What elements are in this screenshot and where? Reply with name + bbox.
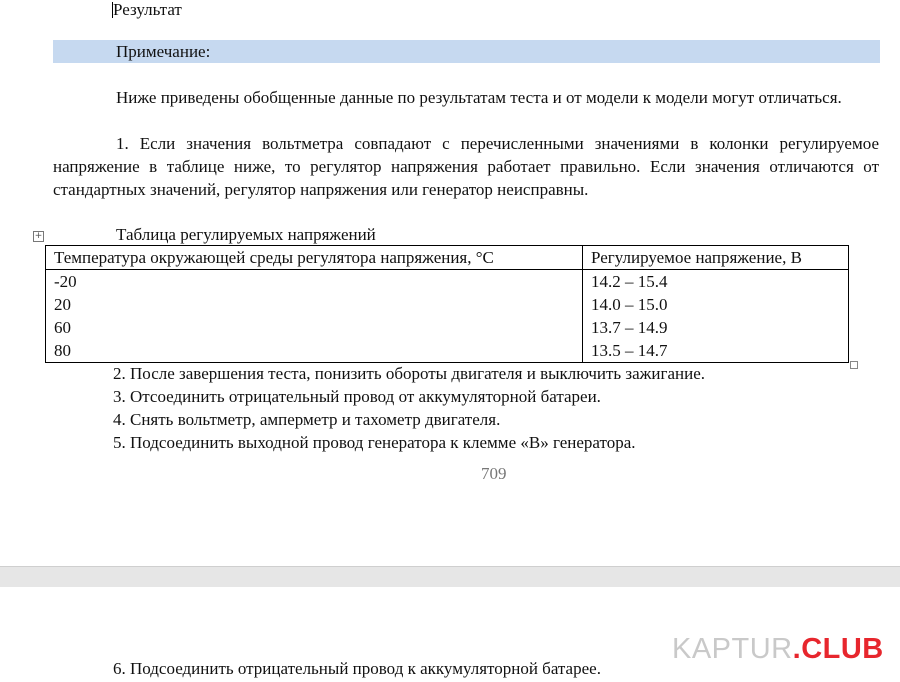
watermark-club: .CLUB [792, 633, 884, 665]
table-cell-temperature: -20 [46, 270, 583, 294]
step-5-text: 5. Подсоединить выходной провод генератора к клемме «В» генератора. [113, 433, 636, 452]
page-gap [0, 566, 900, 588]
table-header-voltage: Регулируемое напряжение, В [583, 246, 849, 270]
result-heading: Результат [113, 0, 182, 19]
step-2-text: 2. После завершения теста, понизить обороты двигателя и выключить зажигание. [113, 364, 706, 383]
table-row [46, 316, 849, 339]
table-cell-voltage: 14.0 – 15.0 [583, 293, 849, 316]
table-cell-temperature: 20 [46, 293, 583, 316]
table-row [46, 339, 849, 363]
table-cell-voltage: 13.5 – 14.7 [583, 339, 849, 363]
step-3-text: 3. Отсоединить отрицательный провод от аккумуляторной батареи. [113, 387, 601, 406]
table-header-row [46, 246, 849, 270]
watermark-kaptur: KAPTUR [672, 633, 793, 665]
step-1-paragraph: 1. Если значения вольтметра совпадают с перечисленными значениями в колонки регулируемое напряжение в таблице ниже, то регулятор напряжения работает правильно. Если значения отличаются от стандартных значений, регулятор напряжения или генератор неисправны. [53, 134, 879, 199]
table-header-temperature: Температура окружающей среды регулятора напряжения, °С [46, 246, 583, 270]
intro-paragraph: Ниже приведены обобщенные данные по результатам теста и от модели к модели могут отличаться. [116, 88, 842, 107]
table-row [46, 293, 849, 316]
regulated-voltage-table [45, 245, 849, 363]
table-resize-handle[interactable] [850, 361, 858, 369]
table-row [46, 270, 849, 294]
note-label: Примечание: [116, 42, 211, 61]
table-cell-voltage: 13.7 – 14.9 [583, 316, 849, 339]
table-move-handle-icon[interactable]: + [34, 231, 43, 241]
page-number: 709 [481, 464, 507, 483]
table-cell-voltage: 14.2 – 15.4 [583, 270, 849, 294]
table-caption: Таблица регулируемых напряжений [116, 225, 376, 244]
step-6-text: 6. Подсоединить отрицательный провод к аккумуляторной батарее. [113, 659, 601, 678]
table-cell-temperature: 60 [46, 316, 583, 339]
table-cell-temperature: 80 [46, 339, 583, 363]
site-watermark-logo [672, 632, 884, 666]
step-4-text: 4. Снять вольтметр, амперметр и тахометр двигателя. [113, 410, 501, 429]
